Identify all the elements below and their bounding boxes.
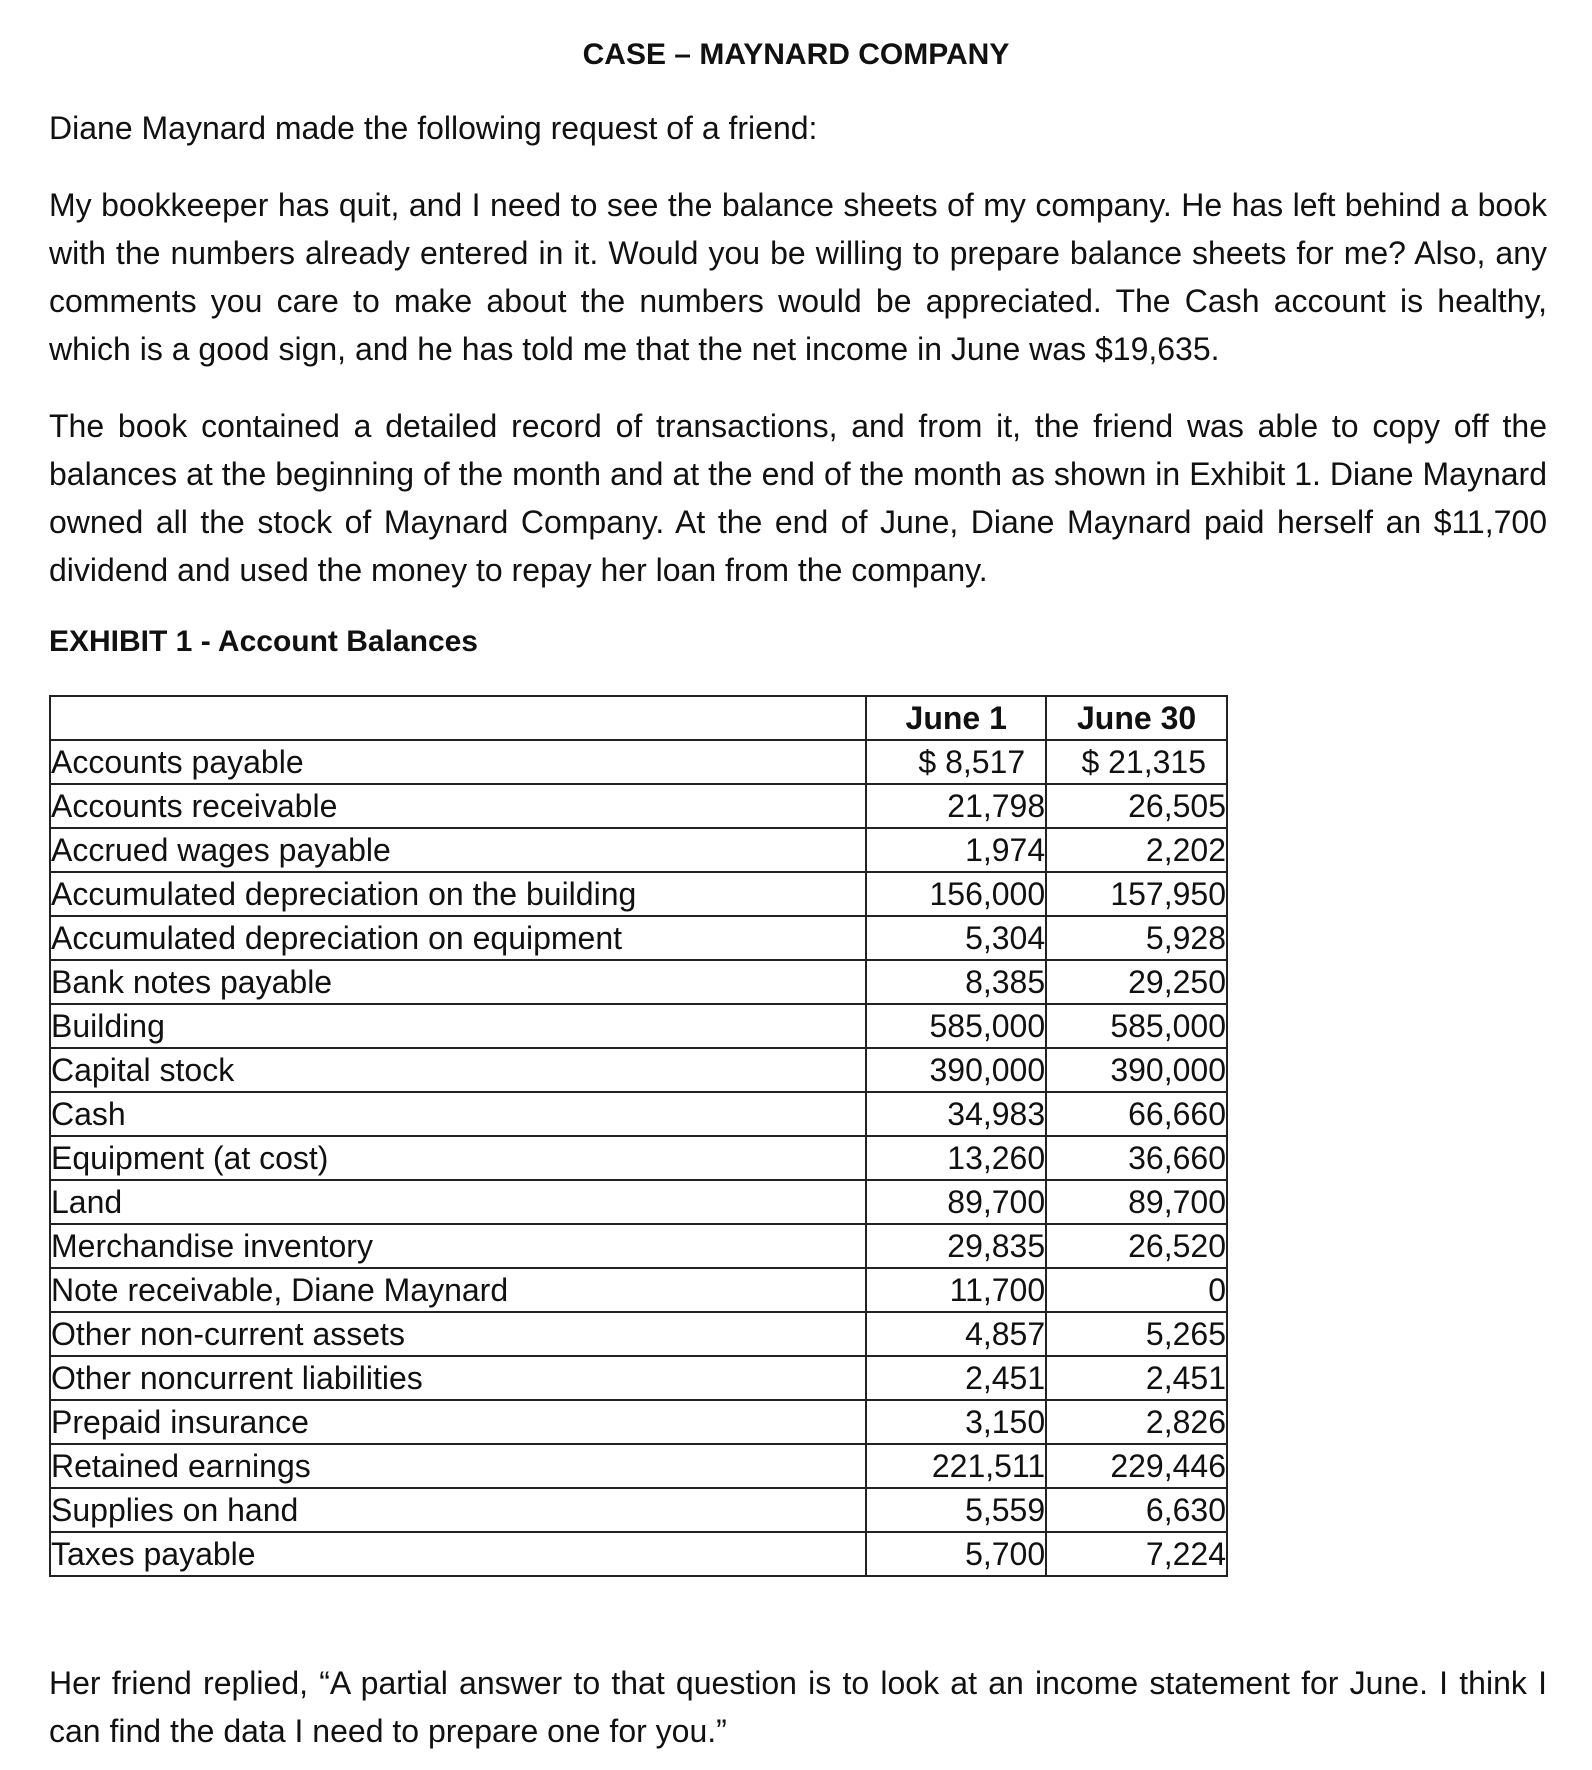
- june-1-value-cell: 11,700: [866, 1268, 1046, 1312]
- table-row: [50, 1180, 1227, 1224]
- june-1-value-cell: 585,000: [866, 1004, 1046, 1048]
- intro-paragraph: Diane Maynard made the following request of a friend:: [49, 110, 818, 146]
- context-paragraph: The book contained a detailed record of transactions, and from it, the friend was able to copy off the balances at the beginning of the month and at the end of the month as shown in Exhibit 1. Diane Maynard owned all the stock of Maynard Company. At the end of June, Diane Maynard paid herself an $11,700 dividend and used the money to repay her loan from the company.: [49, 408, 1547, 588]
- account-name-cell: Capital stock: [50, 1048, 866, 1092]
- june-1-value-cell: 8,385: [866, 960, 1046, 1004]
- account-name-cell: Building: [50, 1004, 866, 1048]
- account-name-cell: Cash: [50, 1092, 866, 1136]
- header-account: [50, 696, 866, 740]
- request-paragraph: My bookkeeper has quit, and I need to see the balance sheets of my company. He has left behind a book with the numbers already entered in it. Would you be willing to prepare balance sheets for me? Also, any comments you care to make about the numbers would be appreciated. The Cash account is healthy, which is a good sign, and he has told me that the net income in June was $19,635.: [49, 187, 1547, 367]
- account-name-cell: Land: [50, 1180, 866, 1224]
- table-header-row: [50, 696, 1227, 740]
- june-30-value-cell: 89,700: [1046, 1180, 1227, 1224]
- account-name-cell: Accumulated depreciation on equipment: [50, 916, 866, 960]
- june-1-value-cell: 221,511: [866, 1444, 1046, 1488]
- table-row: [50, 1224, 1227, 1268]
- june-1-value-cell: 156,000: [866, 872, 1046, 916]
- june-30-value-cell: 36,660: [1046, 1136, 1227, 1180]
- june-1-value-cell: 5,700: [866, 1532, 1046, 1576]
- june-1-value-cell: 21,798: [866, 784, 1046, 828]
- june-1-value-cell: 1,974: [866, 828, 1046, 872]
- reply-paragraph: Her friend replied, “A partial answer to that question is to look at an income statement for June. I think I can find the data I need to prepare one for you.”: [49, 1665, 1547, 1749]
- june-30-value-cell: 66,660: [1046, 1092, 1227, 1136]
- june-1-value-cell: 3,150: [866, 1400, 1046, 1444]
- header-june-30: June 30: [1046, 696, 1227, 740]
- account-name-cell: Bank notes payable: [50, 960, 866, 1004]
- table-row: [50, 1268, 1227, 1312]
- table-row: [50, 1356, 1227, 1400]
- june-1-value-cell: 34,983: [866, 1092, 1046, 1136]
- june-30-value-cell: 2,202: [1046, 828, 1227, 872]
- table-row: [50, 1136, 1227, 1180]
- account-name-cell: Taxes payable: [50, 1532, 866, 1576]
- table-row: [50, 740, 1227, 784]
- june-30-value-cell: 29,250: [1046, 960, 1227, 1004]
- june-1-value-cell: 390,000: [866, 1048, 1046, 1092]
- june-30-value-cell: 157,950: [1046, 872, 1227, 916]
- account-name-cell: Supplies on hand: [50, 1488, 866, 1532]
- account-name-cell: Note receivable, Diane Maynard: [50, 1268, 866, 1312]
- header-june-1: June 1: [866, 696, 1046, 740]
- june-30-value-cell: 26,520: [1046, 1224, 1227, 1268]
- account-name-cell: Other noncurrent liabilities: [50, 1356, 866, 1400]
- june-30-value-cell: 26,505: [1046, 784, 1227, 828]
- june-30-value-cell: 2,826: [1046, 1400, 1227, 1444]
- table-row: [50, 1532, 1227, 1576]
- account-name-cell: Accounts payable: [50, 740, 866, 784]
- june-30-value-cell: 585,000: [1046, 1004, 1227, 1048]
- june-30-value-cell: 2,451: [1046, 1356, 1227, 1400]
- table-row: [50, 1444, 1227, 1488]
- account-name-cell: Accumulated depreciation on the building: [50, 872, 866, 916]
- june-30-value-cell: 0: [1046, 1268, 1227, 1312]
- table-row: [50, 916, 1227, 960]
- table-row: [50, 1004, 1227, 1048]
- account-name-cell: Other non-current assets: [50, 1312, 866, 1356]
- june-30-value-cell: 390,000: [1046, 1048, 1227, 1092]
- june-1-value-cell: 29,835: [866, 1224, 1046, 1268]
- june-1-value-cell: $ 8,517: [866, 740, 1046, 784]
- table-row: [50, 1092, 1227, 1136]
- account-name-cell: Merchandise inventory: [50, 1224, 866, 1268]
- table-body: [50, 740, 1227, 1576]
- account-name-cell: Retained earnings: [50, 1444, 866, 1488]
- account-name-cell: Prepaid insurance: [50, 1400, 866, 1444]
- june-30-value-cell: 229,446: [1046, 1444, 1227, 1488]
- june-1-value-cell: 89,700: [866, 1180, 1046, 1224]
- june-30-value-cell: 5,928: [1046, 916, 1227, 960]
- table-row: [50, 1048, 1227, 1092]
- account-name-cell: Accrued wages payable: [50, 828, 866, 872]
- june-30-value-cell: 7,224: [1046, 1532, 1227, 1576]
- table-row: [50, 1312, 1227, 1356]
- june-1-value-cell: 5,304: [866, 916, 1046, 960]
- table-row: [50, 1400, 1227, 1444]
- table-row: [50, 960, 1227, 1004]
- june-1-value-cell: 2,451: [866, 1356, 1046, 1400]
- table-row: [50, 872, 1227, 916]
- exhibit-title: EXHIBIT 1 - Account Balances: [49, 625, 478, 658]
- account-name-cell: Accounts receivable: [50, 784, 866, 828]
- table-row: [50, 784, 1227, 828]
- account-balances-table: [49, 695, 1228, 1577]
- june-30-value-cell: $ 21,315: [1046, 740, 1227, 784]
- account-name-cell: Equipment (at cost): [50, 1136, 866, 1180]
- table-row: [50, 1488, 1227, 1532]
- june-1-value-cell: 13,260: [866, 1136, 1046, 1180]
- june-1-value-cell: 5,559: [866, 1488, 1046, 1532]
- june-1-value-cell: 4,857: [866, 1312, 1046, 1356]
- table-row: [50, 828, 1227, 872]
- june-30-value-cell: 6,630: [1046, 1488, 1227, 1532]
- june-30-value-cell: 5,265: [1046, 1312, 1227, 1356]
- case-title: CASE – MAYNARD COMPANY: [582, 38, 1010, 71]
